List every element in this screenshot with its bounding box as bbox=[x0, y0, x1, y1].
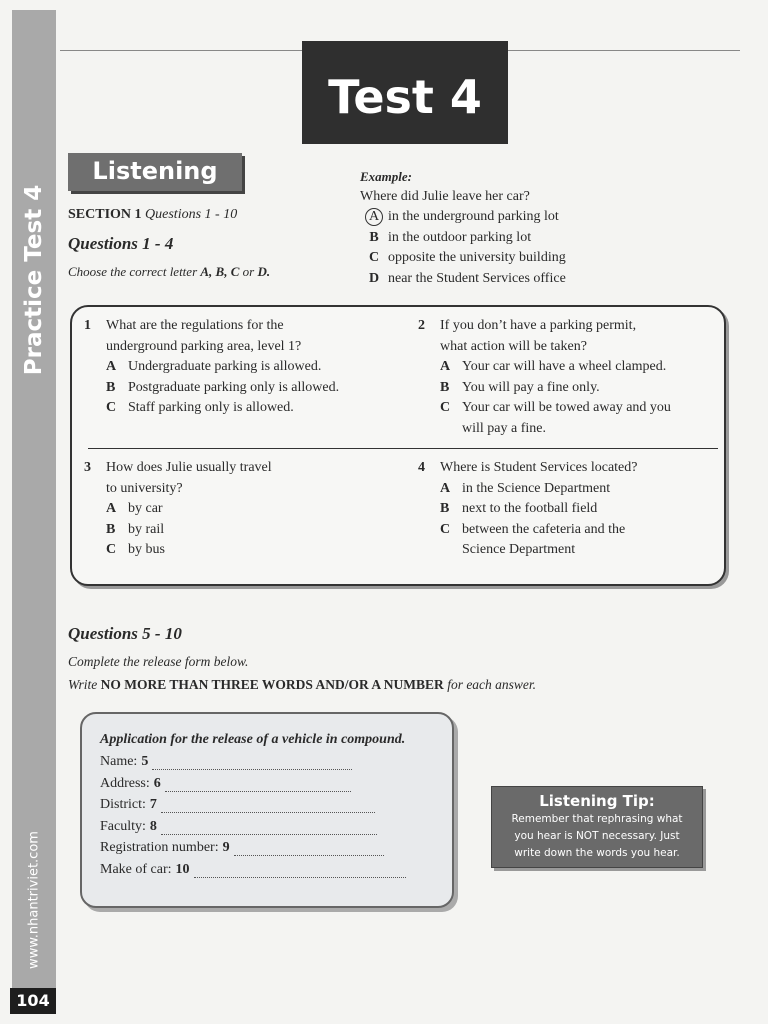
question-4: 4 Where is Student Services located? A in the Science Department B next to the football field C between the cafeteria and the Science Department bbox=[418, 458, 718, 561]
option: B You will pay a fine only. bbox=[440, 379, 600, 395]
sidebar-title: Practice Test 4 bbox=[21, 184, 47, 376]
option: C by bus bbox=[106, 542, 165, 557]
option: A by car bbox=[106, 501, 163, 516]
form-title: Application for the release of a vehicle in compound. bbox=[100, 732, 406, 747]
option: C Your car will be towed away and you bbox=[440, 400, 671, 415]
form-row-faculty: Faculty: 8 bbox=[100, 819, 377, 835]
sidebar-url: www.nhantriviet.com bbox=[26, 831, 42, 969]
question-3: 3 How does Julie usually travel to university? A by car B by rail C by bus bbox=[84, 458, 404, 561]
tip-title: Listening Tip: bbox=[539, 792, 655, 810]
option-continuation: will pay a fine. bbox=[462, 420, 546, 436]
answer-blank[interactable] bbox=[161, 802, 375, 813]
questions-box bbox=[70, 305, 726, 586]
part1-instruction: Choose the correct letter A, B, C or D. bbox=[68, 264, 271, 279]
answer-blank[interactable] bbox=[165, 781, 351, 792]
option: A Your car will have a wheel clamped. bbox=[440, 359, 667, 374]
option: C Staff parking only is allowed. bbox=[106, 400, 294, 415]
question-divider bbox=[88, 448, 718, 449]
listening-tip bbox=[491, 786, 703, 868]
answer-blank[interactable] bbox=[194, 867, 406, 878]
option: B Postgraduate parking only is allowed. bbox=[106, 379, 340, 395]
example-label: Example: bbox=[360, 169, 412, 184]
tip-line: Remember that rephrasing what bbox=[511, 813, 683, 825]
form-row-district: District: 7 bbox=[100, 797, 375, 813]
example-option: D near the Student Services office bbox=[368, 270, 566, 286]
part2-heading: Questions 5 - 10 bbox=[68, 624, 182, 643]
form-row-registration: Registration number: 9 bbox=[100, 840, 384, 856]
option: C between the cafeteria and the bbox=[440, 521, 626, 537]
section-range: Questions 1 - 10 bbox=[145, 207, 238, 222]
example-option: A in the underground parking lot bbox=[360, 207, 566, 228]
page-number: 104 bbox=[10, 988, 56, 1014]
option: B next to the football field bbox=[440, 501, 598, 516]
example-option: C opposite the university building bbox=[368, 250, 566, 265]
example-block bbox=[360, 167, 566, 289]
tip-line: you hear is NOT necessary. Just bbox=[514, 830, 680, 842]
answer-blank[interactable] bbox=[234, 845, 384, 856]
option: B by rail bbox=[106, 521, 165, 537]
form-row-name: Name: 5 bbox=[100, 754, 352, 770]
option: A Undergraduate parking is allowed. bbox=[106, 359, 322, 374]
section-heading: SECTION 1 Questions 1 - 10 bbox=[68, 207, 238, 222]
example-answer-circle: A bbox=[365, 208, 383, 226]
release-form bbox=[80, 712, 454, 908]
sidebar bbox=[12, 10, 56, 988]
part2-instruction-1: Complete the release form below. bbox=[68, 654, 249, 669]
part2-instruction-2: Write NO MORE THAN THREE WORDS AND/OR A NUMBER for each answer. bbox=[68, 677, 537, 692]
option: A in the Science Department bbox=[440, 480, 611, 496]
option-continuation: Science Department bbox=[462, 542, 576, 557]
answer-blank[interactable] bbox=[152, 759, 352, 770]
form-row-address: Address: 6 bbox=[100, 776, 351, 792]
section-tab: Listening bbox=[68, 153, 242, 191]
example-question: Where did Julie leave her car? bbox=[360, 189, 530, 204]
question-1: 1 What are the regulations for the underground parking area, level 1? A Undergraduate parking is allowed. B Postgraduate parking only is allowed. C Staff parking only is allowed. bbox=[84, 316, 404, 419]
question-2: 2 If you don’t have a parking permit, what action will be taken? A Your car will have a wheel clamped. B You will pay a fine only. C Your car will be towed away and you will pay a fine. bbox=[418, 316, 718, 439]
answer-blank[interactable] bbox=[161, 824, 377, 835]
test-title: Test 4 bbox=[302, 41, 508, 144]
form-row-make: Make of car: 10 bbox=[100, 862, 406, 878]
tip-line: write down the words you hear. bbox=[514, 847, 680, 859]
example-option: B in the outdoor parking lot bbox=[369, 229, 532, 245]
part1-heading: Questions 1 - 4 bbox=[68, 234, 174, 253]
